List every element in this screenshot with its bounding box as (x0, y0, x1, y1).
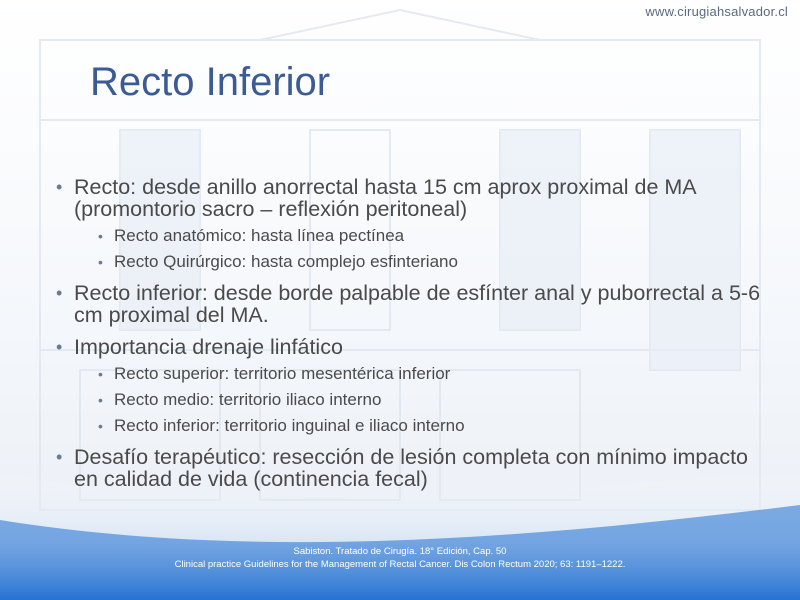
bullet-list (54, 176, 774, 500)
bullet-icon: • (98, 254, 103, 270)
bullet-icon: • (98, 228, 103, 244)
sub-bullet-text: Recto Quirúrgico: hasta complejo esfinteriano (114, 252, 458, 271)
sub-bullet-text: Recto medio: territorio iliaco interno (114, 390, 382, 409)
sub-bullet-text: Recto inferior: territorio inguinal e iliaco interno (114, 416, 465, 435)
bullet-icon: • (56, 337, 63, 357)
references (0, 545, 800, 571)
sub-bullet-item (54, 252, 774, 272)
bullet-text: Desafío terapéutico: resección de lesión completa con mínimo impacto en calidad de vida (continencia fecal) (74, 445, 749, 491)
site-url: www.cirugiahsalvador.cl (645, 4, 788, 19)
bullet-icon: • (98, 392, 103, 408)
bullet-item (54, 336, 774, 358)
bullet-icon: • (56, 447, 63, 467)
bullet-text: Recto inferior: desde borde palpable de esfínter anal y puborrectal a 5-6 cm proximal del MA. (74, 281, 761, 327)
sub-bullet-text: Recto anatómico: hasta línea pectínea (114, 226, 405, 245)
bullet-text: Importancia drenaje linfático (74, 335, 343, 359)
reference-line: Clinical practice Guidelines for the Management of Rectal Cancer. Dis Colon Rectum 2020; 63: 1191–1222. (174, 559, 626, 570)
bullet-group (54, 336, 774, 436)
bullet-item (54, 282, 774, 326)
bullet-icon: • (56, 283, 63, 303)
bullet-item (54, 446, 774, 490)
bullet-icon: • (56, 177, 63, 197)
bullet-icon: • (98, 366, 103, 382)
bullet-text: Recto: desde anillo anorrectal hasta 15 cm aprox proximal de MA (promontorio sacro – reflexión peritoneal) (74, 175, 696, 221)
reference-line: Sabiston. Tratado de Cirugía. 18° Edición, Cap. 50 (293, 546, 507, 557)
sub-bullet-item (54, 390, 774, 410)
sub-bullet-item (54, 416, 774, 436)
sub-bullet-item (54, 226, 774, 246)
bullet-group (54, 446, 774, 490)
bullet-icon: • (98, 418, 103, 434)
slide-title: Recto Inferior (90, 60, 331, 104)
bullet-item (54, 176, 774, 220)
bullet-group (54, 176, 774, 272)
sub-bullet-text: Recto superior: territorio mesentérica inferior (114, 364, 451, 383)
sub-bullet-item (54, 364, 774, 384)
bullet-group (54, 282, 774, 326)
